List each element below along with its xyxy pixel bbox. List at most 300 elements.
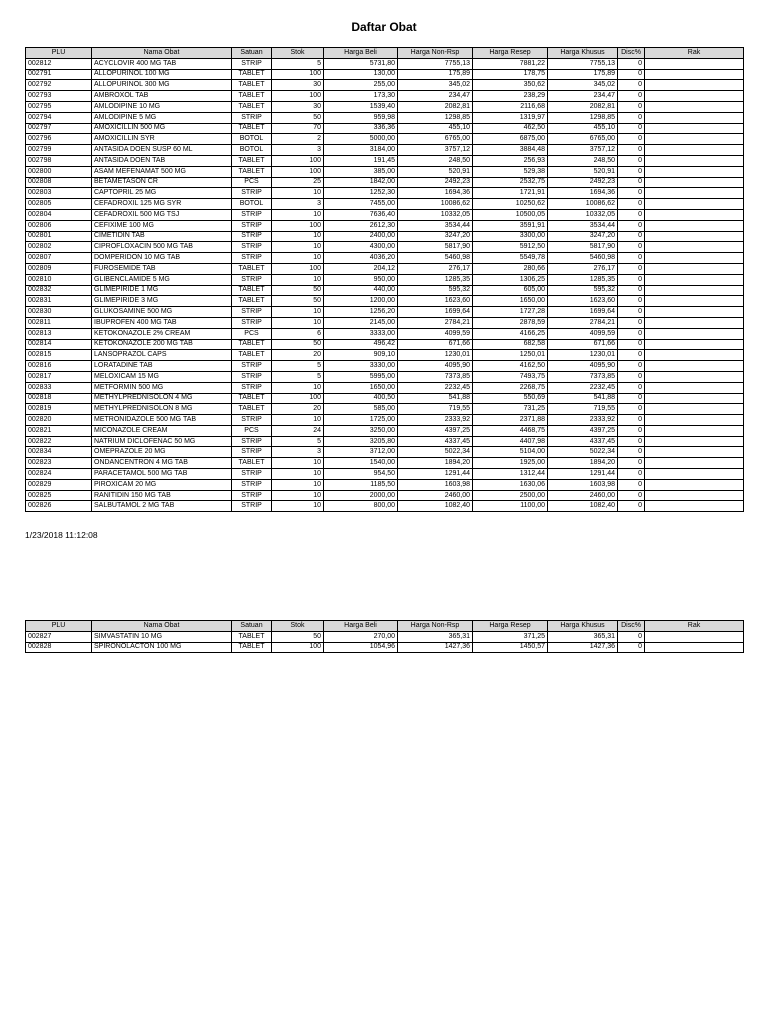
cell-stok: 30 [272,80,324,91]
cell-harga-beli: 2000,00 [324,490,398,501]
cell-harga-resep: 1650,00 [473,296,548,307]
cell-satuan: STRIP [232,371,272,382]
cell-rak [645,188,744,199]
cell-disc: 0 [618,350,645,361]
cell-disc: 0 [618,317,645,328]
cell-rak [645,69,744,80]
cell-stok: 10 [272,415,324,426]
cell-stok: 24 [272,425,324,436]
table-row [26,91,744,102]
cell-rak [645,447,744,458]
cell-harga-beli: 1650,00 [324,382,398,393]
table-row [26,339,744,350]
cell-harga-khusus: 1894,20 [548,458,618,469]
table-row [26,296,744,307]
cell-nama-obat: BETAMETASON CR [92,177,232,188]
cell-rak [645,404,744,415]
cell-disc: 0 [618,285,645,296]
cell-harga-resep: 1727,28 [473,307,548,318]
cell-satuan: PCS [232,425,272,436]
cell-harga-resep: 550,69 [473,393,548,404]
cell-harga-khusus: 175,89 [548,69,618,80]
cell-satuan: STRIP [232,490,272,501]
cell-stok: 30 [272,101,324,112]
cell-stok: 3 [272,447,324,458]
table-row [26,415,744,426]
column-header-nama-obat: Nama Obat [92,48,232,59]
cell-satuan: STRIP [232,274,272,285]
column-header-rak: Rak [645,621,744,632]
cell-rak [645,490,744,501]
cell-harga-resep: 462,50 [473,123,548,134]
table-row [26,112,744,123]
cell-disc: 0 [618,155,645,166]
cell-harga-non-rsp: 719,55 [398,404,473,415]
cell-nama-obat: NATRIUM DICLOFENAC 50 MG [92,436,232,447]
cell-rak [645,382,744,393]
cell-rak [645,469,744,480]
cell-rak [645,253,744,264]
cell-rak [645,134,744,145]
table-row [26,631,744,642]
cell-harga-non-rsp: 4095,90 [398,361,473,372]
cell-harga-khusus: 719,55 [548,404,618,415]
cell-stok: 5 [272,436,324,447]
cell-stok: 50 [272,285,324,296]
cell-disc: 0 [618,80,645,91]
column-header-harga-khusus: Harga Khusus [548,48,618,59]
table-row [26,469,744,480]
cell-harga-beli: 3250,00 [324,425,398,436]
cell-harga-khusus: 1603,98 [548,479,618,490]
cell-harga-beli: 4300,00 [324,242,398,253]
cell-satuan: STRIP [232,361,272,372]
table-row [26,231,744,242]
cell-plu: 002802 [26,242,92,253]
cell-harga-beli: 204,12 [324,263,398,274]
cell-plu: 002825 [26,490,92,501]
cell-stok: 100 [272,69,324,80]
column-header-satuan: Satuan [232,48,272,59]
cell-nama-obat: AMLODIPINE 5 MG [92,112,232,123]
table-row [26,199,744,210]
cell-harga-non-rsp: 234,47 [398,91,473,102]
cell-stok: 2 [272,134,324,145]
cell-nama-obat: IBUPROFEN 400 MG TAB [92,317,232,328]
print-timestamp: 1/23/2018 11:12:08 [25,530,98,540]
cell-harga-beli: 1185,50 [324,479,398,490]
cell-stok: 10 [272,231,324,242]
cell-disc: 0 [618,274,645,285]
cell-harga-khusus: 345,02 [548,80,618,91]
cell-stok: 100 [272,263,324,274]
cell-harga-non-rsp: 248,50 [398,155,473,166]
cell-harga-non-rsp: 1699,64 [398,307,473,318]
column-header-satuan: Satuan [232,621,272,632]
cell-harga-resep: 1312,44 [473,469,548,480]
cell-harga-khusus: 5022,34 [548,447,618,458]
table-row [26,80,744,91]
table-row [26,350,744,361]
cell-plu: 002809 [26,263,92,274]
cell-harga-khusus: 10332,05 [548,209,618,220]
cell-nama-obat: AMOXICILLIN SYR [92,134,232,145]
cell-harga-resep: 280,66 [473,263,548,274]
cell-harga-khusus: 2492,23 [548,177,618,188]
cell-harga-beli: 3205,80 [324,436,398,447]
cell-harga-resep: 238,29 [473,91,548,102]
cell-harga-beli: 2612,30 [324,220,398,231]
cell-disc: 0 [618,101,645,112]
cell-plu: 002827 [26,631,92,642]
cell-stok: 10 [272,317,324,328]
cell-satuan: BOTOL [232,134,272,145]
column-header-disc: Disc% [618,48,645,59]
cell-nama-obat: PIROXICAM 20 MG [92,479,232,490]
cell-plu: 002824 [26,469,92,480]
cell-plu: 002821 [26,425,92,436]
table-row [26,425,744,436]
cell-plu: 002814 [26,339,92,350]
cell-disc: 0 [618,134,645,145]
cell-rak [645,91,744,102]
cell-stok: 10 [272,188,324,199]
cell-harga-non-rsp: 1082,40 [398,501,473,512]
cell-nama-obat: SALBUTAMOL 2 MG TAB [92,501,232,512]
cell-satuan: STRIP [232,307,272,318]
cell-harga-non-rsp: 3247,20 [398,231,473,242]
cell-harga-non-rsp: 10086,62 [398,199,473,210]
cell-harga-non-rsp: 7373,85 [398,371,473,382]
table-row [26,501,744,512]
cell-plu: 002815 [26,350,92,361]
column-header-stok: Stok [272,48,324,59]
cell-stok: 20 [272,350,324,361]
cell-nama-obat: GLUKOSAMINE 500 MG [92,307,232,318]
cell-harga-khusus: 3757,12 [548,145,618,156]
cell-harga-beli: 1539,40 [324,101,398,112]
cell-harga-khusus: 541,88 [548,393,618,404]
cell-stok: 5 [272,361,324,372]
cell-harga-non-rsp: 455,10 [398,123,473,134]
cell-satuan: TABLET [232,339,272,350]
cell-harga-resep: 3591,91 [473,220,548,231]
cell-plu: 002792 [26,80,92,91]
cell-satuan: TABLET [232,393,272,404]
cell-harga-khusus: 1427,36 [548,642,618,653]
cell-harga-non-rsp: 5022,34 [398,447,473,458]
cell-harga-resep: 178,75 [473,69,548,80]
cell-stok: 25 [272,177,324,188]
cell-stok: 20 [272,404,324,415]
cell-disc: 0 [618,436,645,447]
cell-nama-obat: METHYLPREDNISOLON 4 MG [92,393,232,404]
cell-harga-non-rsp: 4099,59 [398,328,473,339]
cell-harga-beli: 1252,30 [324,188,398,199]
cell-harga-beli: 585,00 [324,404,398,415]
cell-plu: 002810 [26,274,92,285]
cell-harga-resep: 605,00 [473,285,548,296]
cell-disc: 0 [618,123,645,134]
page-title: Daftar Obat [351,20,417,34]
cell-harga-beli: 7636,40 [324,209,398,220]
cell-nama-obat: OMEPRAZOLE 20 MG [92,447,232,458]
table-row [26,177,744,188]
cell-harga-khusus: 4095,90 [548,361,618,372]
cell-rak [645,209,744,220]
cell-plu: 002834 [26,447,92,458]
cell-stok: 5 [272,58,324,69]
cell-harga-khusus: 2784,21 [548,317,618,328]
cell-plu: 002796 [26,134,92,145]
medicine-table [25,47,744,512]
cell-harga-beli: 1842,00 [324,177,398,188]
cell-satuan: STRIP [232,479,272,490]
cell-harga-beli: 959,98 [324,112,398,123]
cell-rak [645,361,744,372]
cell-harga-khusus: 234,47 [548,91,618,102]
cell-harga-resep: 731,25 [473,404,548,415]
cell-nama-obat: ASAM MEFENAMAT 500 MG [92,166,232,177]
cell-stok: 10 [272,274,324,285]
cell-harga-khusus: 2082,81 [548,101,618,112]
cell-rak [645,242,744,253]
table-row [26,58,744,69]
cell-harga-khusus: 10086,62 [548,199,618,210]
table-row [26,285,744,296]
cell-harga-non-rsp: 1603,98 [398,479,473,490]
cell-harga-khusus: 6765,00 [548,134,618,145]
cell-plu: 002803 [26,188,92,199]
cell-nama-obat: ANTASIDA DOEN TAB [92,155,232,166]
cell-disc: 0 [618,631,645,642]
cell-harga-beli: 800,00 [324,501,398,512]
cell-harga-non-rsp: 595,32 [398,285,473,296]
cell-satuan: TABLET [232,350,272,361]
cell-nama-obat: ONDANCENTRON 4 MG TAB [92,458,232,469]
cell-plu: 002797 [26,123,92,134]
cell-plu: 002820 [26,415,92,426]
cell-harga-beli: 954,50 [324,469,398,480]
cell-satuan: STRIP [232,209,272,220]
table-header-row [26,621,744,632]
cell-harga-khusus: 1699,64 [548,307,618,318]
cell-harga-beli: 173,30 [324,91,398,102]
cell-harga-beli: 130,00 [324,69,398,80]
table-row [26,447,744,458]
cell-rak [645,425,744,436]
cell-nama-obat: CEFADROXIL 500 MG TSJ [92,209,232,220]
column-header-harga-non-rsp: Harga Non-Rsp [398,621,473,632]
cell-rak [645,199,744,210]
cell-satuan: STRIP [232,415,272,426]
cell-harga-khusus: 1230,01 [548,350,618,361]
cell-stok: 3 [272,145,324,156]
table-row [26,328,744,339]
table-row [26,253,744,264]
cell-harga-non-rsp: 1230,01 [398,350,473,361]
cell-harga-beli: 1540,00 [324,458,398,469]
cell-harga-resep: 1319,97 [473,112,548,123]
column-header-plu: PLU [26,621,92,632]
cell-disc: 0 [618,69,645,80]
cell-nama-obat: CIMETIDIN TAB [92,231,232,242]
cell-stok: 100 [272,91,324,102]
cell-harga-khusus: 595,32 [548,285,618,296]
cell-disc: 0 [618,166,645,177]
cell-stok: 100 [272,393,324,404]
table-row [26,490,744,501]
cell-harga-khusus: 365,31 [548,631,618,642]
column-header-rak: Rak [645,48,744,59]
cell-disc: 0 [618,371,645,382]
cell-plu: 002801 [26,231,92,242]
cell-rak [645,285,744,296]
column-header-harga-beli: Harga Beli [324,48,398,59]
cell-harga-resep: 3300,00 [473,231,548,242]
cell-harga-non-rsp: 520,91 [398,166,473,177]
cell-satuan: TABLET [232,263,272,274]
cell-harga-non-rsp: 4397,25 [398,425,473,436]
cell-harga-non-rsp: 671,66 [398,339,473,350]
cell-rak [645,123,744,134]
cell-harga-resep: 1630,06 [473,479,548,490]
cell-plu: 002830 [26,307,92,318]
cell-harga-resep: 1721,91 [473,188,548,199]
cell-harga-khusus: 2232,45 [548,382,618,393]
cell-nama-obat: AMLODIPINE 10 MG [92,101,232,112]
cell-disc: 0 [618,339,645,350]
cell-satuan: STRIP [232,58,272,69]
cell-stok: 10 [272,479,324,490]
column-header-plu: PLU [26,48,92,59]
cell-harga-non-rsp: 2460,00 [398,490,473,501]
cell-satuan: STRIP [232,317,272,328]
cell-harga-non-rsp: 276,17 [398,263,473,274]
table-body [26,58,744,511]
table-row [26,69,744,80]
cell-harga-resep: 4166,25 [473,328,548,339]
cell-harga-beli: 1054,96 [324,642,398,653]
table-row [26,479,744,490]
cell-plu: 002822 [26,436,92,447]
cell-plu: 002804 [26,209,92,220]
cell-satuan: BOTOL [232,199,272,210]
cell-rak [645,112,744,123]
cell-plu: 002832 [26,285,92,296]
cell-disc: 0 [618,382,645,393]
cell-satuan: BOTOL [232,145,272,156]
cell-harga-beli: 7455,00 [324,199,398,210]
table-row [26,263,744,274]
cell-rak [645,166,744,177]
cell-disc: 0 [618,469,645,480]
cell-disc: 0 [618,361,645,372]
cell-nama-obat: METHYLPREDNISOLON 8 MG [92,404,232,415]
cell-stok: 100 [272,155,324,166]
cell-nama-obat: ANTASIDA DOEN SUSP 60 ML [92,145,232,156]
cell-rak [645,642,744,653]
cell-disc: 0 [618,145,645,156]
cell-stok: 50 [272,112,324,123]
cell-harga-khusus: 1623,60 [548,296,618,307]
cell-plu: 002819 [26,404,92,415]
cell-nama-obat: CEFIXIME 100 MG [92,220,232,231]
cell-nama-obat: KETOKONAZOLE 200 MG TAB [92,339,232,350]
cell-nama-obat: LORATADINE TAB [92,361,232,372]
cell-disc: 0 [618,479,645,490]
cell-harga-beli: 496,42 [324,339,398,350]
cell-harga-resep: 2116,68 [473,101,548,112]
cell-satuan: TABLET [232,101,272,112]
cell-rak [645,274,744,285]
cell-nama-obat: METFORMIN 500 MG [92,382,232,393]
cell-harga-non-rsp: 4337,45 [398,436,473,447]
cell-rak [645,479,744,490]
cell-plu: 002818 [26,393,92,404]
cell-harga-non-rsp: 1291,44 [398,469,473,480]
cell-disc: 0 [618,231,645,242]
cell-nama-obat: SIMVASTATIN 10 MG [92,631,232,642]
cell-rak [645,328,744,339]
cell-harga-beli: 3330,00 [324,361,398,372]
cell-disc: 0 [618,447,645,458]
cell-harga-non-rsp: 1298,85 [398,112,473,123]
cell-disc: 0 [618,501,645,512]
cell-nama-obat: AMBROXOL TAB [92,91,232,102]
cell-harga-khusus: 4337,45 [548,436,618,447]
cell-rak [645,145,744,156]
cell-plu: 002816 [26,361,92,372]
cell-harga-resep: 3884,48 [473,145,548,156]
cell-stok: 50 [272,631,324,642]
table-row [26,642,744,653]
cell-harga-resep: 7493,75 [473,371,548,382]
cell-harga-khusus: 7373,85 [548,371,618,382]
cell-satuan: STRIP [232,382,272,393]
cell-satuan: TABLET [232,458,272,469]
cell-harga-khusus: 4397,25 [548,425,618,436]
cell-satuan: TABLET [232,69,272,80]
table-row [26,404,744,415]
table-row [26,134,744,145]
cell-disc: 0 [618,307,645,318]
cell-satuan: TABLET [232,155,272,166]
cell-disc: 0 [618,209,645,220]
column-header-harga-resep: Harga Resep [473,621,548,632]
cell-harga-resep: 1450,57 [473,642,548,653]
table-row [26,123,744,134]
cell-disc: 0 [618,425,645,436]
cell-plu: 002829 [26,479,92,490]
cell-harga-resep: 1250,01 [473,350,548,361]
cell-disc: 0 [618,415,645,426]
cell-harga-khusus: 1298,85 [548,112,618,123]
cell-nama-obat: RANITIDIN 150 MG TAB [92,490,232,501]
table-row [26,274,744,285]
cell-nama-obat: PARACETAMOL 500 MG TAB [92,469,232,480]
cell-rak [645,339,744,350]
cell-harga-resep: 1925,00 [473,458,548,469]
table-header-row [26,48,744,59]
cell-nama-obat: ALLOPURINOL 300 MG [92,80,232,91]
cell-satuan: TABLET [232,404,272,415]
cell-plu: 002833 [26,382,92,393]
table-row [26,101,744,112]
cell-nama-obat: CIPROFLOXACIN 500 MG TAB [92,242,232,253]
cell-harga-khusus: 1291,44 [548,469,618,480]
cell-nama-obat: AMOXICILLIN 500 MG [92,123,232,134]
